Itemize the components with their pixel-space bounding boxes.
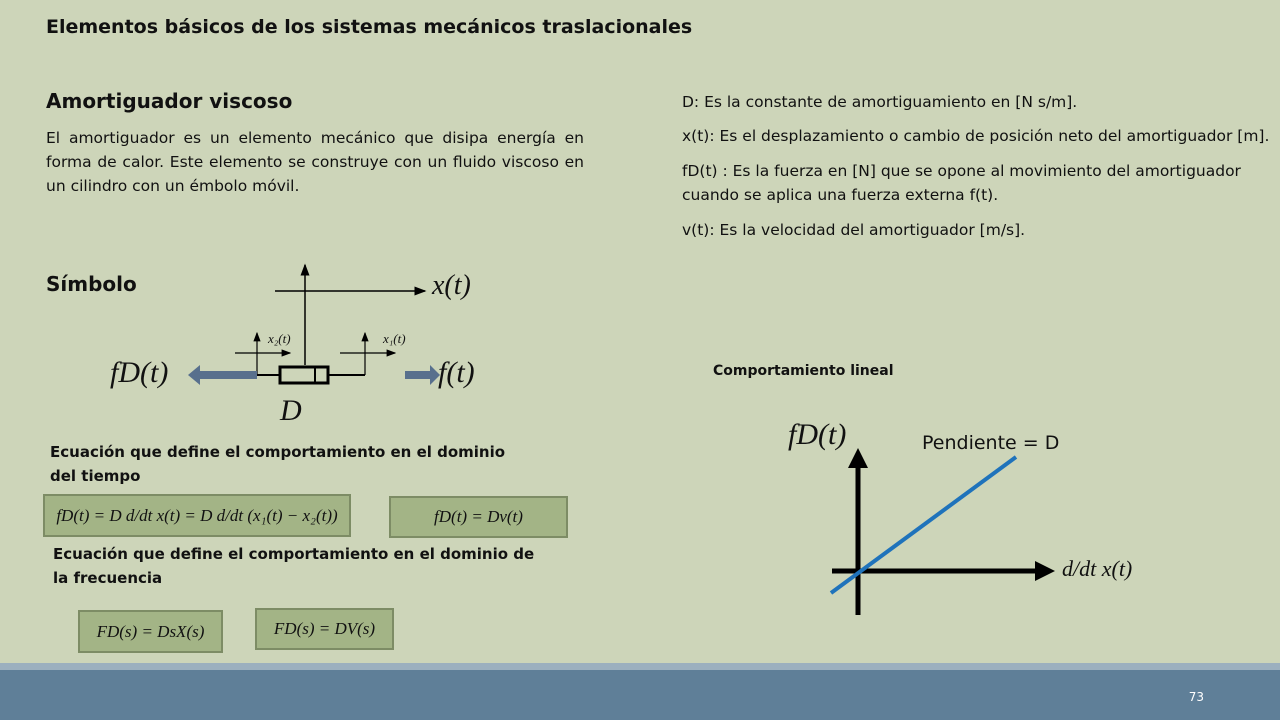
linear-graph	[820, 440, 1070, 620]
freq-equation-2: FD(s) = DV(s)	[255, 608, 394, 650]
d-label: D	[280, 394, 302, 427]
time-equation-1: fD(t) = D d/dt x(t) = D d/dt (x₁(t) − x₂(t))	[43, 494, 351, 537]
graph-x-label: d/dt x(t)	[1062, 556, 1133, 581]
slope-label: Pendiente = D	[922, 432, 1060, 454]
page-number: 73	[1188, 690, 1204, 704]
definition-fd: fD(t) : Es la fuerza en [N] que se opone al movimiento del amortiguador cuando se aplica una fuerza externa f(t).	[682, 162, 1241, 204]
footer-divider	[0, 663, 1280, 670]
footer-bar	[0, 670, 1280, 720]
time-domain-label: Ecuación que define el comportamiento en el dominio del tiempo	[50, 443, 506, 485]
time-equation-2: fD(t) = Dv(t)	[389, 496, 568, 538]
definition-v: v(t): Es la velocidad del amortiguador [m/s].	[682, 221, 1026, 239]
graph-y-label: fD(t)	[788, 418, 847, 451]
description: El amortiguador es un elemento mecánico que disipa energía en forma de calor. Este elemento se construye con un fluido viscoso en un cilindro con un émbolo móvil.	[46, 129, 584, 195]
graph-title: Comportamiento lineal	[713, 363, 894, 379]
x2-label: x₂(t)	[268, 331, 291, 346]
slide-title: Elementos básicos de los sistemas mecánicos traslacionales	[46, 16, 693, 38]
definition-d: D: Es la constante de amortiguamiento en [N s/m].	[682, 93, 1078, 111]
freq-equation-1: FD(s) = DsX(s)	[78, 610, 223, 653]
f-label: f(t)	[438, 356, 475, 389]
section-heading: Amortiguador viscoso	[46, 89, 293, 113]
definition-x: x(t): Es el desplazamiento o cambio de posición neto del amortiguador [m].	[682, 127, 1270, 145]
symbol-heading: Símbolo	[46, 272, 137, 296]
freq-domain-label: Ecuación que define el comportamiento en el dominio de la frecuencia	[53, 545, 535, 587]
x-label: x(t)	[432, 270, 471, 301]
fd-label: fD(t)	[110, 356, 169, 389]
x1-label: x₁(t)	[383, 331, 406, 346]
